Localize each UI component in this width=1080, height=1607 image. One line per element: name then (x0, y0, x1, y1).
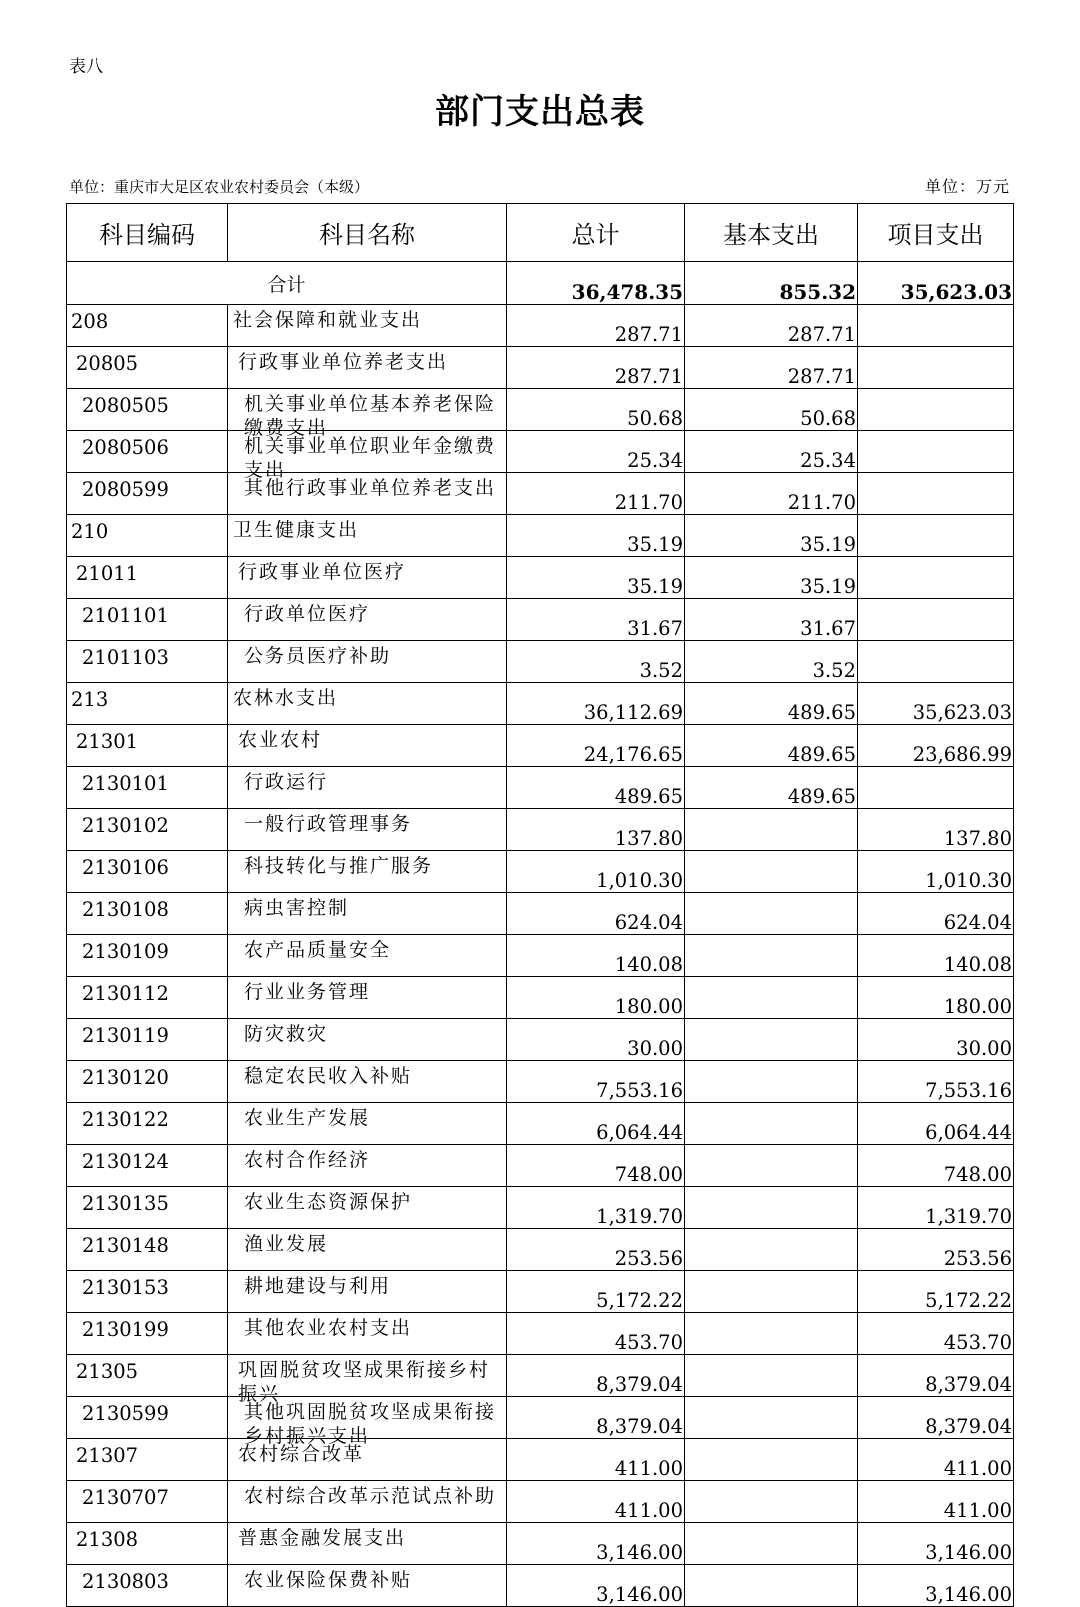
row-total: 6,064.44 (507, 1103, 685, 1145)
row-name-text: 巩固脱贫攻坚成果衔接乡村振兴 (238, 1359, 491, 1405)
row-name (228, 1103, 507, 1145)
total-row (67, 262, 1014, 305)
header-name: 科目名称 (228, 204, 507, 262)
row-code: 21308 (67, 1523, 228, 1565)
row-code: 2130106 (67, 851, 228, 893)
row-name-text: 农林水支出 (233, 687, 339, 709)
table-row (67, 893, 1014, 935)
row-basic: 31.67 (685, 599, 858, 641)
row-code: 208 (67, 305, 228, 347)
table-number: 表八 (69, 57, 103, 77)
row-name-text: 一般行政管理事务 (244, 813, 413, 835)
row-name (228, 557, 507, 599)
row-basic (685, 1523, 858, 1565)
row-basic (685, 1229, 858, 1271)
row-total: 748.00 (507, 1145, 685, 1187)
expenditure-table (66, 203, 1014, 1607)
row-code: 2130119 (67, 1019, 228, 1061)
row-name (228, 431, 507, 481)
row-code: 2130108 (67, 893, 228, 935)
row-basic (685, 1271, 858, 1313)
total-basic: 855.32 (685, 262, 858, 305)
row-total: 624.04 (507, 893, 685, 935)
table-row (67, 1103, 1014, 1145)
row-total: 25.34 (507, 431, 685, 473)
row-name (228, 347, 507, 389)
row-basic: 489.65 (685, 767, 858, 809)
row-name (228, 305, 507, 347)
row-total: 24,176.65 (507, 725, 685, 767)
table-row (67, 767, 1014, 809)
table-row (67, 725, 1014, 767)
row-basic: 35.19 (685, 515, 858, 557)
row-name (228, 1229, 507, 1271)
row-name (228, 809, 507, 851)
row-name-text: 耕地建设与利用 (244, 1275, 392, 1297)
row-project (858, 305, 1014, 347)
row-total: 453.70 (507, 1313, 685, 1355)
table-row (67, 599, 1014, 641)
row-total: 8,379.04 (507, 1355, 685, 1397)
row-project: 3,146.00 (858, 1565, 1014, 1607)
row-name-text: 农业农村 (238, 729, 323, 751)
row-code: 2101101 (67, 599, 228, 641)
row-project (858, 431, 1014, 473)
row-total: 140.08 (507, 935, 685, 977)
row-code: 2130124 (67, 1145, 228, 1187)
table-row (67, 1229, 1014, 1271)
row-project: 137.80 (858, 809, 1014, 851)
row-total: 489.65 (507, 767, 685, 809)
row-basic: 489.65 (685, 725, 858, 767)
row-code: 213 (67, 683, 228, 725)
table-row (67, 977, 1014, 1019)
row-total: 36,112.69 (507, 683, 685, 725)
header-row (67, 204, 1014, 262)
row-name (228, 1187, 507, 1229)
row-name-text: 机关事业单位职业年金缴费支出 (244, 435, 497, 481)
table-row (67, 1145, 1014, 1187)
row-project (858, 389, 1014, 431)
row-code: 2080599 (67, 473, 228, 515)
table-row (67, 431, 1014, 473)
row-basic (685, 1145, 858, 1187)
row-code: 2130102 (67, 809, 228, 851)
row-project: 8,379.04 (858, 1355, 1014, 1397)
row-name (228, 389, 507, 439)
row-name-text: 渔业发展 (244, 1233, 329, 1255)
table-row (67, 557, 1014, 599)
table-row (67, 1019, 1014, 1061)
row-code: 2130803 (67, 1565, 228, 1607)
row-name (228, 1523, 507, 1565)
row-project: 35,623.03 (858, 683, 1014, 725)
row-total: 7,553.16 (507, 1061, 685, 1103)
row-total: 287.71 (507, 305, 685, 347)
table-row (67, 1481, 1014, 1523)
row-total: 180.00 (507, 977, 685, 1019)
row-project: 8,379.04 (858, 1397, 1014, 1439)
header-total: 总计 (507, 204, 685, 262)
row-name (228, 641, 507, 683)
row-basic (685, 1313, 858, 1355)
row-name-text: 行政事业单位医疗 (238, 561, 407, 583)
row-basic: 287.71 (685, 347, 858, 389)
row-name (228, 725, 507, 767)
row-code: 2080505 (67, 389, 228, 431)
row-name (228, 1481, 507, 1523)
table-row (67, 1439, 1014, 1481)
row-project: 23,686.99 (858, 725, 1014, 767)
row-name-text: 其他农业农村支出 (244, 1317, 413, 1339)
row-total: 31.67 (507, 599, 685, 641)
table-row (67, 809, 1014, 851)
row-name (228, 1565, 507, 1607)
row-name-text: 卫生健康支出 (233, 519, 360, 541)
row-total: 35.19 (507, 515, 685, 557)
row-name-text: 防灾救灾 (244, 1023, 329, 1045)
row-name (228, 1145, 507, 1187)
row-code: 2130120 (67, 1061, 228, 1103)
row-basic: 211.70 (685, 473, 858, 515)
row-total: 1,319.70 (507, 1187, 685, 1229)
row-name (228, 1397, 507, 1447)
row-code: 2130109 (67, 935, 228, 977)
row-basic (685, 1061, 858, 1103)
row-code: 2130599 (67, 1397, 228, 1439)
header-project: 项目支出 (858, 204, 1014, 262)
row-total: 50.68 (507, 389, 685, 431)
row-project (858, 767, 1014, 809)
table-row (67, 1355, 1014, 1397)
row-basic: 25.34 (685, 431, 858, 473)
header-basic: 基本支出 (685, 204, 858, 262)
row-total: 3.52 (507, 641, 685, 683)
row-code: 2130122 (67, 1103, 228, 1145)
row-name-text: 农业生产发展 (244, 1107, 371, 1129)
row-basic (685, 1103, 858, 1145)
row-name-text: 农业生态资源保护 (244, 1191, 413, 1213)
row-basic: 489.65 (685, 683, 858, 725)
row-name-text: 普惠金融发展支出 (238, 1527, 407, 1549)
row-code: 2130199 (67, 1313, 228, 1355)
unit-currency: 单位：万元 (924, 177, 1010, 196)
row-name (228, 515, 507, 557)
table-row (67, 683, 1014, 725)
row-name-text: 稳定农民收入补贴 (244, 1065, 413, 1087)
row-total: 5,172.22 (507, 1271, 685, 1313)
row-code: 21305 (67, 1355, 228, 1397)
row-name-text: 社会保障和就业支出 (233, 309, 423, 331)
row-total: 8,379.04 (507, 1397, 685, 1439)
header-code: 科目编码 (67, 204, 228, 262)
row-basic (685, 1355, 858, 1397)
row-name (228, 1355, 507, 1405)
row-project: 1,010.30 (858, 851, 1014, 893)
row-name (228, 1313, 507, 1355)
row-basic (685, 1565, 858, 1607)
row-name-text: 行业业务管理 (244, 981, 371, 1003)
row-name-text: 科技转化与推广服务 (244, 855, 434, 877)
row-project: 453.70 (858, 1313, 1014, 1355)
row-project: 3,146.00 (858, 1523, 1014, 1565)
row-project (858, 515, 1014, 557)
row-project (858, 347, 1014, 389)
table-row (67, 1565, 1014, 1607)
row-total: 137.80 (507, 809, 685, 851)
row-project: 6,064.44 (858, 1103, 1014, 1145)
total-total: 36,478.35 (507, 262, 685, 305)
row-name-text: 公务员医疗补助 (244, 645, 392, 667)
table-row (67, 515, 1014, 557)
table-row (67, 1187, 1014, 1229)
row-name-text: 农村综合改革 (238, 1443, 365, 1465)
row-code: 210 (67, 515, 228, 557)
row-project: 748.00 (858, 1145, 1014, 1187)
row-basic: 50.68 (685, 389, 858, 431)
row-name (228, 1271, 507, 1313)
row-basic (685, 1439, 858, 1481)
row-name (228, 893, 507, 935)
row-name (228, 851, 507, 893)
row-code: 21011 (67, 557, 228, 599)
row-basic: 287.71 (685, 305, 858, 347)
row-name-text: 农村综合改革示范试点补助 (244, 1485, 497, 1507)
row-project (858, 599, 1014, 641)
row-name-text: 行政事业单位养老支出 (238, 351, 449, 373)
row-name (228, 599, 507, 641)
table-row (67, 1061, 1014, 1103)
row-basic (685, 977, 858, 1019)
row-project: 140.08 (858, 935, 1014, 977)
row-basic: 3.52 (685, 641, 858, 683)
table-row (67, 1523, 1014, 1565)
row-total: 411.00 (507, 1481, 685, 1523)
row-name (228, 935, 507, 977)
row-total: 287.71 (507, 347, 685, 389)
row-project: 1,319.70 (858, 1187, 1014, 1229)
table-row (67, 473, 1014, 515)
row-name-text: 病虫害控制 (244, 897, 350, 919)
row-name-text: 其他巩固脱贫攻坚成果衔接乡村振兴支出 (244, 1401, 497, 1447)
table-row (67, 1271, 1014, 1313)
unit-organization: 单位：重庆市大足区农业农村委员会（本级） (69, 178, 370, 196)
row-name (228, 683, 507, 725)
row-project: 7,553.16 (858, 1061, 1014, 1103)
row-project (858, 641, 1014, 683)
row-name-text: 其他行政事业单位养老支出 (244, 477, 497, 499)
table-row (67, 641, 1014, 683)
row-project: 5,172.22 (858, 1271, 1014, 1313)
row-basic: 35.19 (685, 557, 858, 599)
row-project: 30.00 (858, 1019, 1014, 1061)
row-code: 2130101 (67, 767, 228, 809)
row-project: 253.56 (858, 1229, 1014, 1271)
row-total: 1,010.30 (507, 851, 685, 893)
table-row (67, 935, 1014, 977)
row-total: 253.56 (507, 1229, 685, 1271)
row-name (228, 473, 507, 515)
row-total: 35.19 (507, 557, 685, 599)
total-project: 35,623.03 (858, 262, 1014, 305)
row-code: 20805 (67, 347, 228, 389)
row-code: 21307 (67, 1439, 228, 1481)
row-project: 180.00 (858, 977, 1014, 1019)
row-basic (685, 809, 858, 851)
row-code: 2130153 (67, 1271, 228, 1313)
row-code: 2130135 (67, 1187, 228, 1229)
table-row (67, 1397, 1014, 1439)
row-code: 2080506 (67, 431, 228, 473)
row-project: 411.00 (858, 1439, 1014, 1481)
table-row (67, 389, 1014, 431)
row-name-text: 农产品质量安全 (244, 939, 392, 961)
row-code: 2101103 (67, 641, 228, 683)
page-title: 部门支出总表 (435, 92, 645, 132)
row-code: 2130112 (67, 977, 228, 1019)
row-code: 2130148 (67, 1229, 228, 1271)
row-basic (685, 1019, 858, 1061)
row-basic (685, 893, 858, 935)
row-total: 411.00 (507, 1439, 685, 1481)
row-project: 624.04 (858, 893, 1014, 935)
row-code: 2130707 (67, 1481, 228, 1523)
table-row (67, 851, 1014, 893)
row-basic (685, 935, 858, 977)
row-project (858, 557, 1014, 599)
row-total: 3,146.00 (507, 1523, 685, 1565)
row-total: 3,146.00 (507, 1565, 685, 1607)
row-name-text: 行政单位医疗 (244, 603, 371, 625)
row-name (228, 1061, 507, 1103)
row-basic (685, 1397, 858, 1439)
total-label: 合计 (67, 262, 507, 305)
row-project (858, 473, 1014, 515)
row-name-text: 农村合作经济 (244, 1149, 371, 1171)
row-basic (685, 851, 858, 893)
row-name-text: 行政运行 (244, 771, 329, 793)
row-name (228, 977, 507, 1019)
row-basic (685, 1187, 858, 1229)
table-row (67, 1313, 1014, 1355)
row-name (228, 767, 507, 809)
row-total: 211.70 (507, 473, 685, 515)
table-row (67, 347, 1014, 389)
row-name-text: 农业保险保费补贴 (244, 1569, 413, 1591)
row-name (228, 1019, 507, 1061)
row-project: 411.00 (858, 1481, 1014, 1523)
row-code: 21301 (67, 725, 228, 767)
row-total: 30.00 (507, 1019, 685, 1061)
row-name-text: 机关事业单位基本养老保险缴费支出 (244, 393, 497, 439)
row-basic (685, 1481, 858, 1523)
table-row (67, 305, 1014, 347)
